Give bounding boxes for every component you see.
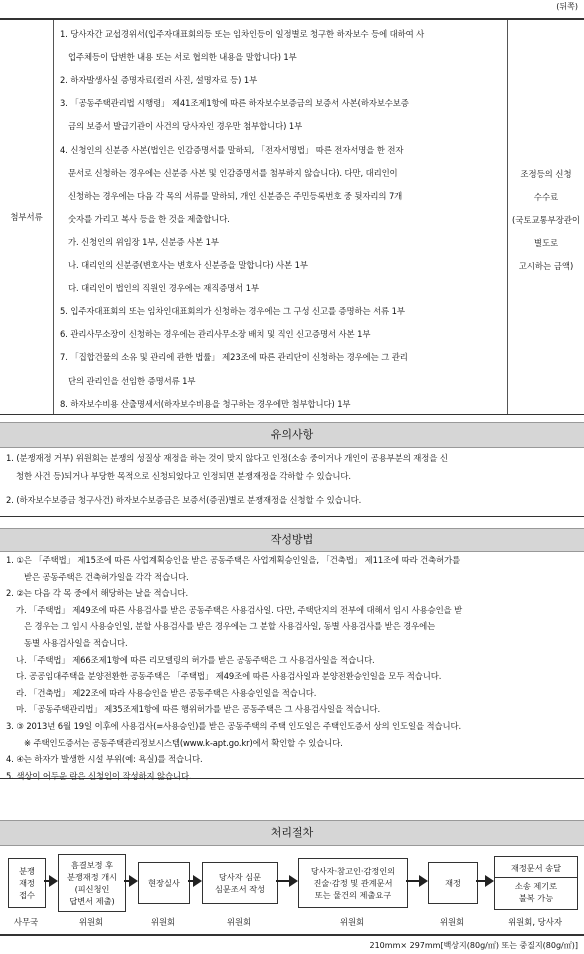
process-step-text: 재정 bbox=[445, 878, 461, 888]
process-step-text: 답변서 제출) bbox=[69, 896, 115, 906]
notes-section bbox=[0, 446, 584, 516]
attachment-item: 1. 당사자간 교섭경위서(입주자대표회의등 또는 임차인등이 일정별로 청구한 하자보수 등에 대하여 사 bbox=[60, 29, 425, 39]
fee-line: 고시하는 금액) bbox=[518, 261, 574, 271]
howto-line: 라. 「건축법」 제22조에 따라 사용승인을 받은 공동주택은 사용승인일을 적습니다. bbox=[16, 687, 317, 698]
process-step-text: 재정 bbox=[19, 878, 35, 888]
arrow-right-icon bbox=[193, 875, 202, 887]
process-step bbox=[202, 862, 278, 904]
process-actor: 위원회 bbox=[226, 917, 252, 927]
howto-line: 3. ③ 2013년 6월 19일 이후에 사용검사(=사용승인)를 받은 공동주택의 주택 인도일은 주택인도증서 상의 인도일을 적습니다. bbox=[6, 721, 462, 731]
process-step bbox=[8, 858, 46, 908]
howto-line: ※ 주택인도증서는 공동주택관리정보시스템(www.k-apt.go.kr)에서 확인할 수 있습니다. bbox=[24, 737, 343, 748]
process-step bbox=[298, 858, 408, 908]
arrow-right-icon bbox=[129, 875, 138, 887]
attachment-item: 6. 관리사무소장이 신청하는 경우에는 관리사무소장 배치 및 직인 신고증명서 사본 1부 bbox=[60, 329, 371, 340]
process-step-text: 당사자·참고인·감정인의 bbox=[310, 866, 396, 876]
paper-spec: 210mm× 297mm[백상지(80g/㎡) 또는 중질지(80g/㎡)] bbox=[369, 941, 578, 950]
howto-line: 동별 사용검사일을 적습니다. bbox=[24, 638, 128, 648]
fee-line: 조정등의 신청 bbox=[520, 169, 572, 179]
howto-section bbox=[0, 550, 584, 781]
process-title: 처리절차 bbox=[0, 820, 584, 846]
process-step-text: 분쟁 bbox=[19, 866, 35, 876]
attachments-table bbox=[0, 18, 584, 415]
attachment-item: 숫자를 가리고 복사 등을 한 것을 제출합니다. bbox=[68, 213, 230, 224]
note-line: 2. (하자보수보증금 청구사건) 하자보수보증금은 보증서(증권)별로 분쟁재정을 신청할 수 있습니다. bbox=[6, 495, 362, 505]
attachment-item: 업주체등이 답변한 내용 또는 서로 협의한 내용을 말합니다) 1부 bbox=[68, 52, 297, 63]
process-step-text: 진술·감정 및 관계문서 bbox=[313, 878, 393, 888]
howto-line: 은 경우는 그 임시 사용승인일, 분할 사용검사를 받은 경우에는 그 분할 사용검사일, 동별 사용검사를 받은 경우에는 bbox=[24, 621, 436, 632]
process-step bbox=[494, 856, 578, 910]
process-step-text: 접수 bbox=[19, 890, 35, 900]
process-actor: 위원회 bbox=[78, 917, 104, 927]
process-actor: 위원회 bbox=[150, 917, 176, 927]
howto-line: 1. ①은 「주택법」 제15조에 따른 사업계획승인을 받은 공동주택은 사업계획승인일을, 「건축법」 제11조에 따라 건축허가를 bbox=[6, 555, 461, 565]
attachment-item: 8. 하자보수비용 산출명세서(하자보수비용을 청구하는 경우에만 첨부합니다) 1부 bbox=[60, 398, 351, 409]
howto-line: 4. ④는 하자가 발생한 시설 부위(예: 욕실)를 적습니다. bbox=[6, 754, 203, 765]
process-step-text: 또는 물건의 제출요구 bbox=[314, 890, 392, 900]
attachment-item: 금의 보증서 발급기관이 사건의 당사자인 경우만 첨부합니다) 1부 bbox=[68, 121, 303, 132]
howto-line: 다. 공공임대주택을 분양전환한 공동주택은 「주택법」 제49조에 따른 사용검사일과 분양전환승인일을 모두 적습니다. bbox=[16, 671, 442, 682]
process-step-text: 심문조서 작성 bbox=[214, 884, 266, 894]
howto-line: 나. 「주택법」 제66조제1항에 따른 리모델링의 허가를 받은 공동주택은 그 사용검사일을 적습니다. bbox=[16, 654, 375, 665]
process-step bbox=[428, 862, 478, 904]
attachment-item: 3. 「공동주택관리법 시행령」 제41조제1항에 따른 하자보수보증금의 보증서 사본(하자보수보증 bbox=[60, 98, 409, 109]
fee-line: 수수료 bbox=[533, 192, 559, 202]
howto-line: 받은 공동주택은 건축허가일을 각각 적습니다. bbox=[24, 571, 189, 582]
fee-line: (국토교통부장관이 bbox=[512, 215, 580, 225]
arrow-right-icon bbox=[419, 875, 428, 887]
process-actor: 사무국 bbox=[13, 917, 39, 927]
attachment-item: 문서로 신청하는 경우에는 신분증 사본 및 인감증명서를 첨부하지 않습니다). 다만, 대리인이 bbox=[68, 167, 398, 178]
arrow-right-icon bbox=[49, 875, 58, 887]
howto-title: 작성방법 bbox=[0, 528, 584, 552]
process-step-text: 불복 가능 bbox=[518, 893, 554, 903]
howto-line: 마. 「공동주택관리법」 제35조제1항에 따른 행위허가를 받은 공동주택은 그 사용검사일을 적습니다. bbox=[16, 704, 381, 715]
howto-line: 5. 색상이 어두운 란은 신청인이 작성하지 않습니다. bbox=[6, 770, 192, 781]
attachment-item: 7. 「집합건물의 소유 및 관리에 관한 법률」 제23조에 따른 관리단이 신청하는 경우에는 그 관리 bbox=[60, 352, 408, 363]
note-line: 청한 사건 등)되거나 부당한 목적으로 신청되었다고 인정되면 분쟁재정을 각하할 수 있습니다. bbox=[16, 471, 351, 481]
attachment-item: 신청하는 경우에는 다음 각 목의 서류를 말하되, 개인 신분증은 주민등록번호 중 뒷자리의 7개 bbox=[68, 190, 403, 201]
howto-line: 가. 「주택법」 제49조에 따른 사용검사를 받은 공동주택은 사용검사일. 다만, 주택단지의 전부에 대해서 임시 사용승인을 받 bbox=[16, 604, 463, 615]
fee-line: 별도로 bbox=[533, 238, 559, 248]
flow-arrow-shaft bbox=[276, 880, 290, 882]
attachment-item: 단의 관리인을 선임한 증명서류 1부 bbox=[68, 375, 196, 386]
attachment-item: 가. 신청인의 위임장 1부, 신분증 사본 1부 bbox=[68, 236, 219, 247]
process-actor: 위원회 bbox=[339, 917, 365, 927]
flow-arrow-shaft bbox=[406, 880, 420, 882]
arrow-right-icon bbox=[485, 875, 494, 887]
howto-line: 2. ②는 다음 각 목 중에서 해당하는 날을 적습니다. bbox=[6, 588, 189, 599]
process-step-text: 재정문서 송달 bbox=[510, 863, 562, 873]
process-step-text: 현장실사 bbox=[148, 878, 180, 888]
process-step-text: 분쟁재정 개시 bbox=[66, 872, 118, 882]
process-flow bbox=[0, 844, 584, 936]
arrow-right-icon bbox=[289, 875, 298, 887]
notes-title: 유의사항 bbox=[0, 422, 584, 448]
attachment-item: 4. 신청인의 신분증 사본(법인은 인감증명서를 말하되, 「전자서명법」 따른 전자서명을 한 전자 bbox=[60, 144, 404, 155]
process-step-text: (피신청인 bbox=[74, 884, 110, 894]
continued-mark: (뒤쪽) bbox=[556, 2, 578, 11]
fee-cell bbox=[508, 20, 584, 414]
process-step-text: 소송 제기로 bbox=[495, 877, 577, 892]
process-actor: 위원회 bbox=[439, 917, 465, 927]
process-actor: 위원회, 당사자 bbox=[508, 917, 562, 927]
process-step bbox=[58, 854, 126, 912]
attachments-label: 첨부서류 bbox=[0, 20, 54, 414]
attachment-item: 나. 대리인의 신분증(변호사는 변호사 신분증을 말합니다) 사본 1부 bbox=[68, 260, 308, 270]
attachment-item: 다. 대리인이 법인의 직원인 경우에는 재직증명서 1부 bbox=[68, 283, 259, 294]
process-step-text: 흠결보정 후 bbox=[70, 860, 114, 870]
process-step bbox=[138, 862, 190, 904]
attachment-item: 2. 하자발생사실 증명자료(컬러 사진, 설명자료 등) 1부 bbox=[60, 75, 258, 86]
attachments-list bbox=[54, 20, 508, 414]
note-line: 1. (분쟁재정 거부) 위원회는 분쟁의 성질상 재정을 하는 것이 맞지 않다고 인정(소송 중이거나 개인이 공용부분의 재정을 신 bbox=[6, 453, 448, 463]
attachment-item: 5. 입주자대표회의 또는 임차인대표회의가 신청하는 경우에는 그 구성 신고를 증명하는 서류 1부 bbox=[60, 306, 405, 317]
process-step-text: 당사자 심문 bbox=[218, 872, 262, 882]
